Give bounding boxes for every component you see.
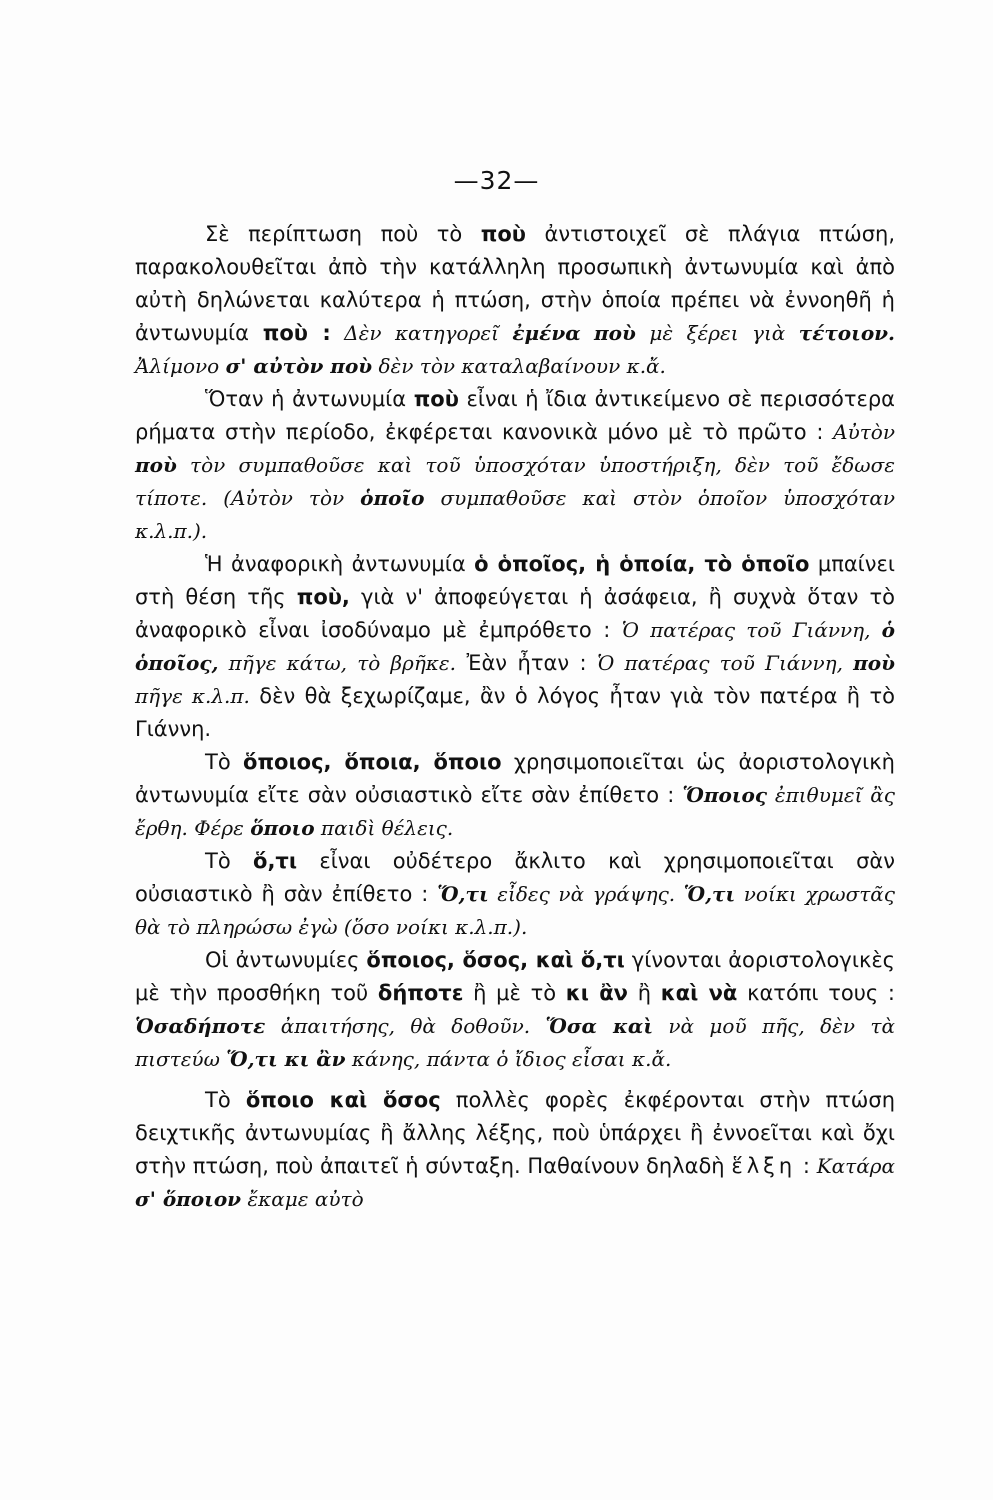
example-emphasis: ὁ ὁποῖος, xyxy=(135,618,895,675)
example-emphasis: τέτοιον. xyxy=(798,321,896,345)
example-emphasis: Ὅσα καὶ xyxy=(545,1014,653,1038)
paragraph-4 xyxy=(135,746,895,845)
paragraph-2 xyxy=(135,383,895,548)
text-run: ἢ xyxy=(627,981,661,1005)
keyword: ὅποιος, ὅσος, καὶ ὅ,τι xyxy=(366,948,625,972)
example-emphasis: Ὅ,τι xyxy=(437,882,489,906)
text-run: Σὲ περίπτωση ποὺ τὸ xyxy=(205,222,481,246)
keyword: ὅποιο καὶ ὅσος xyxy=(245,1088,441,1112)
example-text: Ἀλίμονο xyxy=(135,354,226,378)
example-text: παιδὶ θέλεις. xyxy=(314,816,454,840)
spaced-term: ἕλξη xyxy=(731,1154,797,1178)
keyword: δήποτε xyxy=(377,981,464,1005)
text-run: πολλὲς φορὲς ἐκφέρονται στὴν πτώση δειχτικῆς ἀντωνυμίας ἢ ἄλλης λέξης, ποὺ ὑπάρχει ἢ ἐννοεῖται καὶ ὄχι στὴν πτώση, ποὺ ἀπαιτεῖ ἡ σύνταξη. Παθαίνουν δηλαδὴ xyxy=(135,1088,896,1178)
example-text: εἶδες νὰ γράψης. xyxy=(488,882,684,906)
keyword: ὅ,τι xyxy=(253,849,298,873)
paragraph-6 xyxy=(135,944,895,1076)
example-emphasis: Ὁσαδήποτε xyxy=(135,1014,266,1038)
keyword: ποὺ xyxy=(480,222,526,246)
example-text: μὲ ξέρει γιὰ xyxy=(635,321,799,345)
text-run: χρησιμοποιεῖται ὡς ἀοριστολογικὴ ἀντωνυμία εἴτε σὰν οὐσιαστικὸ εἴτε σὰν ἐπίθετο : xyxy=(135,750,895,807)
text-run: Ὅταν ἡ ἀντωνυμία xyxy=(205,387,414,411)
keyword: ὅποιος, ὅποια, ὅποιο xyxy=(243,750,502,774)
example-text: ἀπαιτήσης, θὰ δοθοῦν. xyxy=(265,1014,546,1038)
text-run: μπαίνει στὴ θέση τῆς xyxy=(135,552,895,609)
example-text: πῆγε κ.λ.π. xyxy=(135,684,250,708)
example-text: Ὁ πατέρας τοῦ Γιάννη, xyxy=(621,618,882,642)
example-text: ἐπιθυμεῖ ἂς ἔρθη. Φέρε xyxy=(135,783,895,840)
example-emphasis: Ὅ,τι κι ἂν xyxy=(226,1047,346,1071)
example-emphasis: σ' αὐτὸν ποὺ xyxy=(225,354,373,378)
example-text: νὰ μοῦ πῆς, δὲν τὰ πιστεύω xyxy=(135,1014,895,1071)
text-run: Τὸ xyxy=(205,750,244,774)
paragraph-7 xyxy=(135,1084,895,1216)
text-run: Τὸ xyxy=(205,1088,246,1112)
example-text: Αὐτὸν xyxy=(833,420,895,444)
text-run: : xyxy=(796,1154,817,1178)
text-run: Τὸ xyxy=(205,849,254,873)
text-run: εἶναι ἡ ἴδια ἀντικείμενο σὲ περισσότερα ρήματα στὴν περίοδο, ἐκφέρεται κανονικὰ μόνο μὲ τὸ πρῶτο : xyxy=(135,387,896,444)
text-run: ἢ μὲ τὸ xyxy=(463,981,566,1005)
keyword: ὁ ὁποῖος, ἡ ὁποία, τὸ ὁποῖο xyxy=(474,552,810,576)
example-text xyxy=(581,321,594,345)
example-emphasis: ποὺ xyxy=(594,321,636,345)
example-text: Δὲν κατηγορεῖ xyxy=(330,321,513,345)
page-number: —32— xyxy=(453,166,540,195)
example-emphasis: Ὅποιος xyxy=(682,783,768,807)
text-run: γίνονται ἀοριστολογικὲς μὲ τὴν προσθήκη τοῦ xyxy=(135,948,895,1005)
text-run: γιὰ ν' ἀποφεύγεται ἡ ἀσάφεια, ἢ συχνὰ ὅταν τὸ ἀναφορικὸ εἶναι ἰσοδύναμο μὲ ἐμπρόθετο : xyxy=(135,585,895,642)
example-text: Κατάρα xyxy=(816,1154,895,1178)
text-run: ἀντιστοιχεῖ σὲ πλάγια πτώση, παρακολουθεῖται ἀπὸ τὴν κατάλληλη προσωπικὴ ἀντωνυμία καὶ ἀπὸ αὐτὴ δηλώνεται καλύτερα ἡ πτώση, στὴν ὁποία πρέπει νὰ ἐννοηθῆ ἡ ἀντωνυμία xyxy=(135,222,895,345)
example-text: Ὁ πατέρας τοῦ Γιάννη, xyxy=(597,651,854,675)
text-run: εἶναι οὐδέτερο ἄκλιτο καὶ χρησιμοποιεῖται σὰν οὐσιαστικὸ ἢ σὰν ἐπίθετο : xyxy=(135,849,895,906)
paragraph-1 xyxy=(135,218,895,383)
example-text: νοίκι χρωστᾶς θὰ τὸ πληρώσω ἐγὼ (ὅσο νοίκι κ.λ.π.). xyxy=(135,882,895,939)
example-emphasis: ὁποῖο xyxy=(360,486,425,510)
example-text: ἔκαμε αὐτὸ xyxy=(241,1187,364,1211)
text-run: κατόπι τους : xyxy=(737,981,896,1005)
example-emphasis: σ' ὅποιον xyxy=(135,1187,242,1211)
example-text: συμπαθοῦσε καὶ στὸν ὁποῖον ὑποσχόταν κ.λ.π.). xyxy=(135,486,895,543)
text-run: δὲν θὰ ξεχωρίζαμε, ἂν ὁ λόγος ἦταν γιὰ τὸν πατέρα ἢ τὸ Γιάννη. xyxy=(135,684,895,741)
example-text: κάνης, πάντα ὁ ἴδιος εἶσαι κ.ἄ. xyxy=(345,1047,672,1071)
text-run: Ἡ ἀναφορικὴ ἀντωνυμία xyxy=(205,552,475,576)
example-emphasis: ποὺ xyxy=(853,651,895,675)
text-run: Οἱ ἀντωνυμίες xyxy=(205,948,367,972)
keyword: ποὺ xyxy=(413,387,459,411)
example-text: πῆγε κάτω, τὸ βρῆκε. xyxy=(218,651,457,675)
example-emphasis: ἐμένα xyxy=(512,321,581,345)
paragraph-3 xyxy=(135,548,895,746)
example-emphasis: ὅποιο xyxy=(250,816,315,840)
example-text: δὲν τὸν καταλαβαίνουν κ.ἄ. xyxy=(372,354,666,378)
keyword: καὶ νὰ xyxy=(660,981,738,1005)
body-text xyxy=(135,218,895,1216)
example-emphasis: ποὺ xyxy=(135,453,177,477)
keyword: ποὺ : xyxy=(262,321,331,345)
keyword: κι ἂν xyxy=(565,981,628,1005)
paragraph-5 xyxy=(135,845,895,944)
text-run: Ἐὰν ἦταν : xyxy=(456,651,598,675)
example-emphasis: Ὅ,τι xyxy=(683,882,736,906)
keyword: ποὺ, xyxy=(296,585,350,609)
example-text: τὸν συμπαθοῦσε καὶ τοῦ ὑποσχόταν ὑποστήριξη, δὲν τοῦ ἔδωσε τίποτε. (Αὐτὸν τὸν xyxy=(135,453,895,510)
